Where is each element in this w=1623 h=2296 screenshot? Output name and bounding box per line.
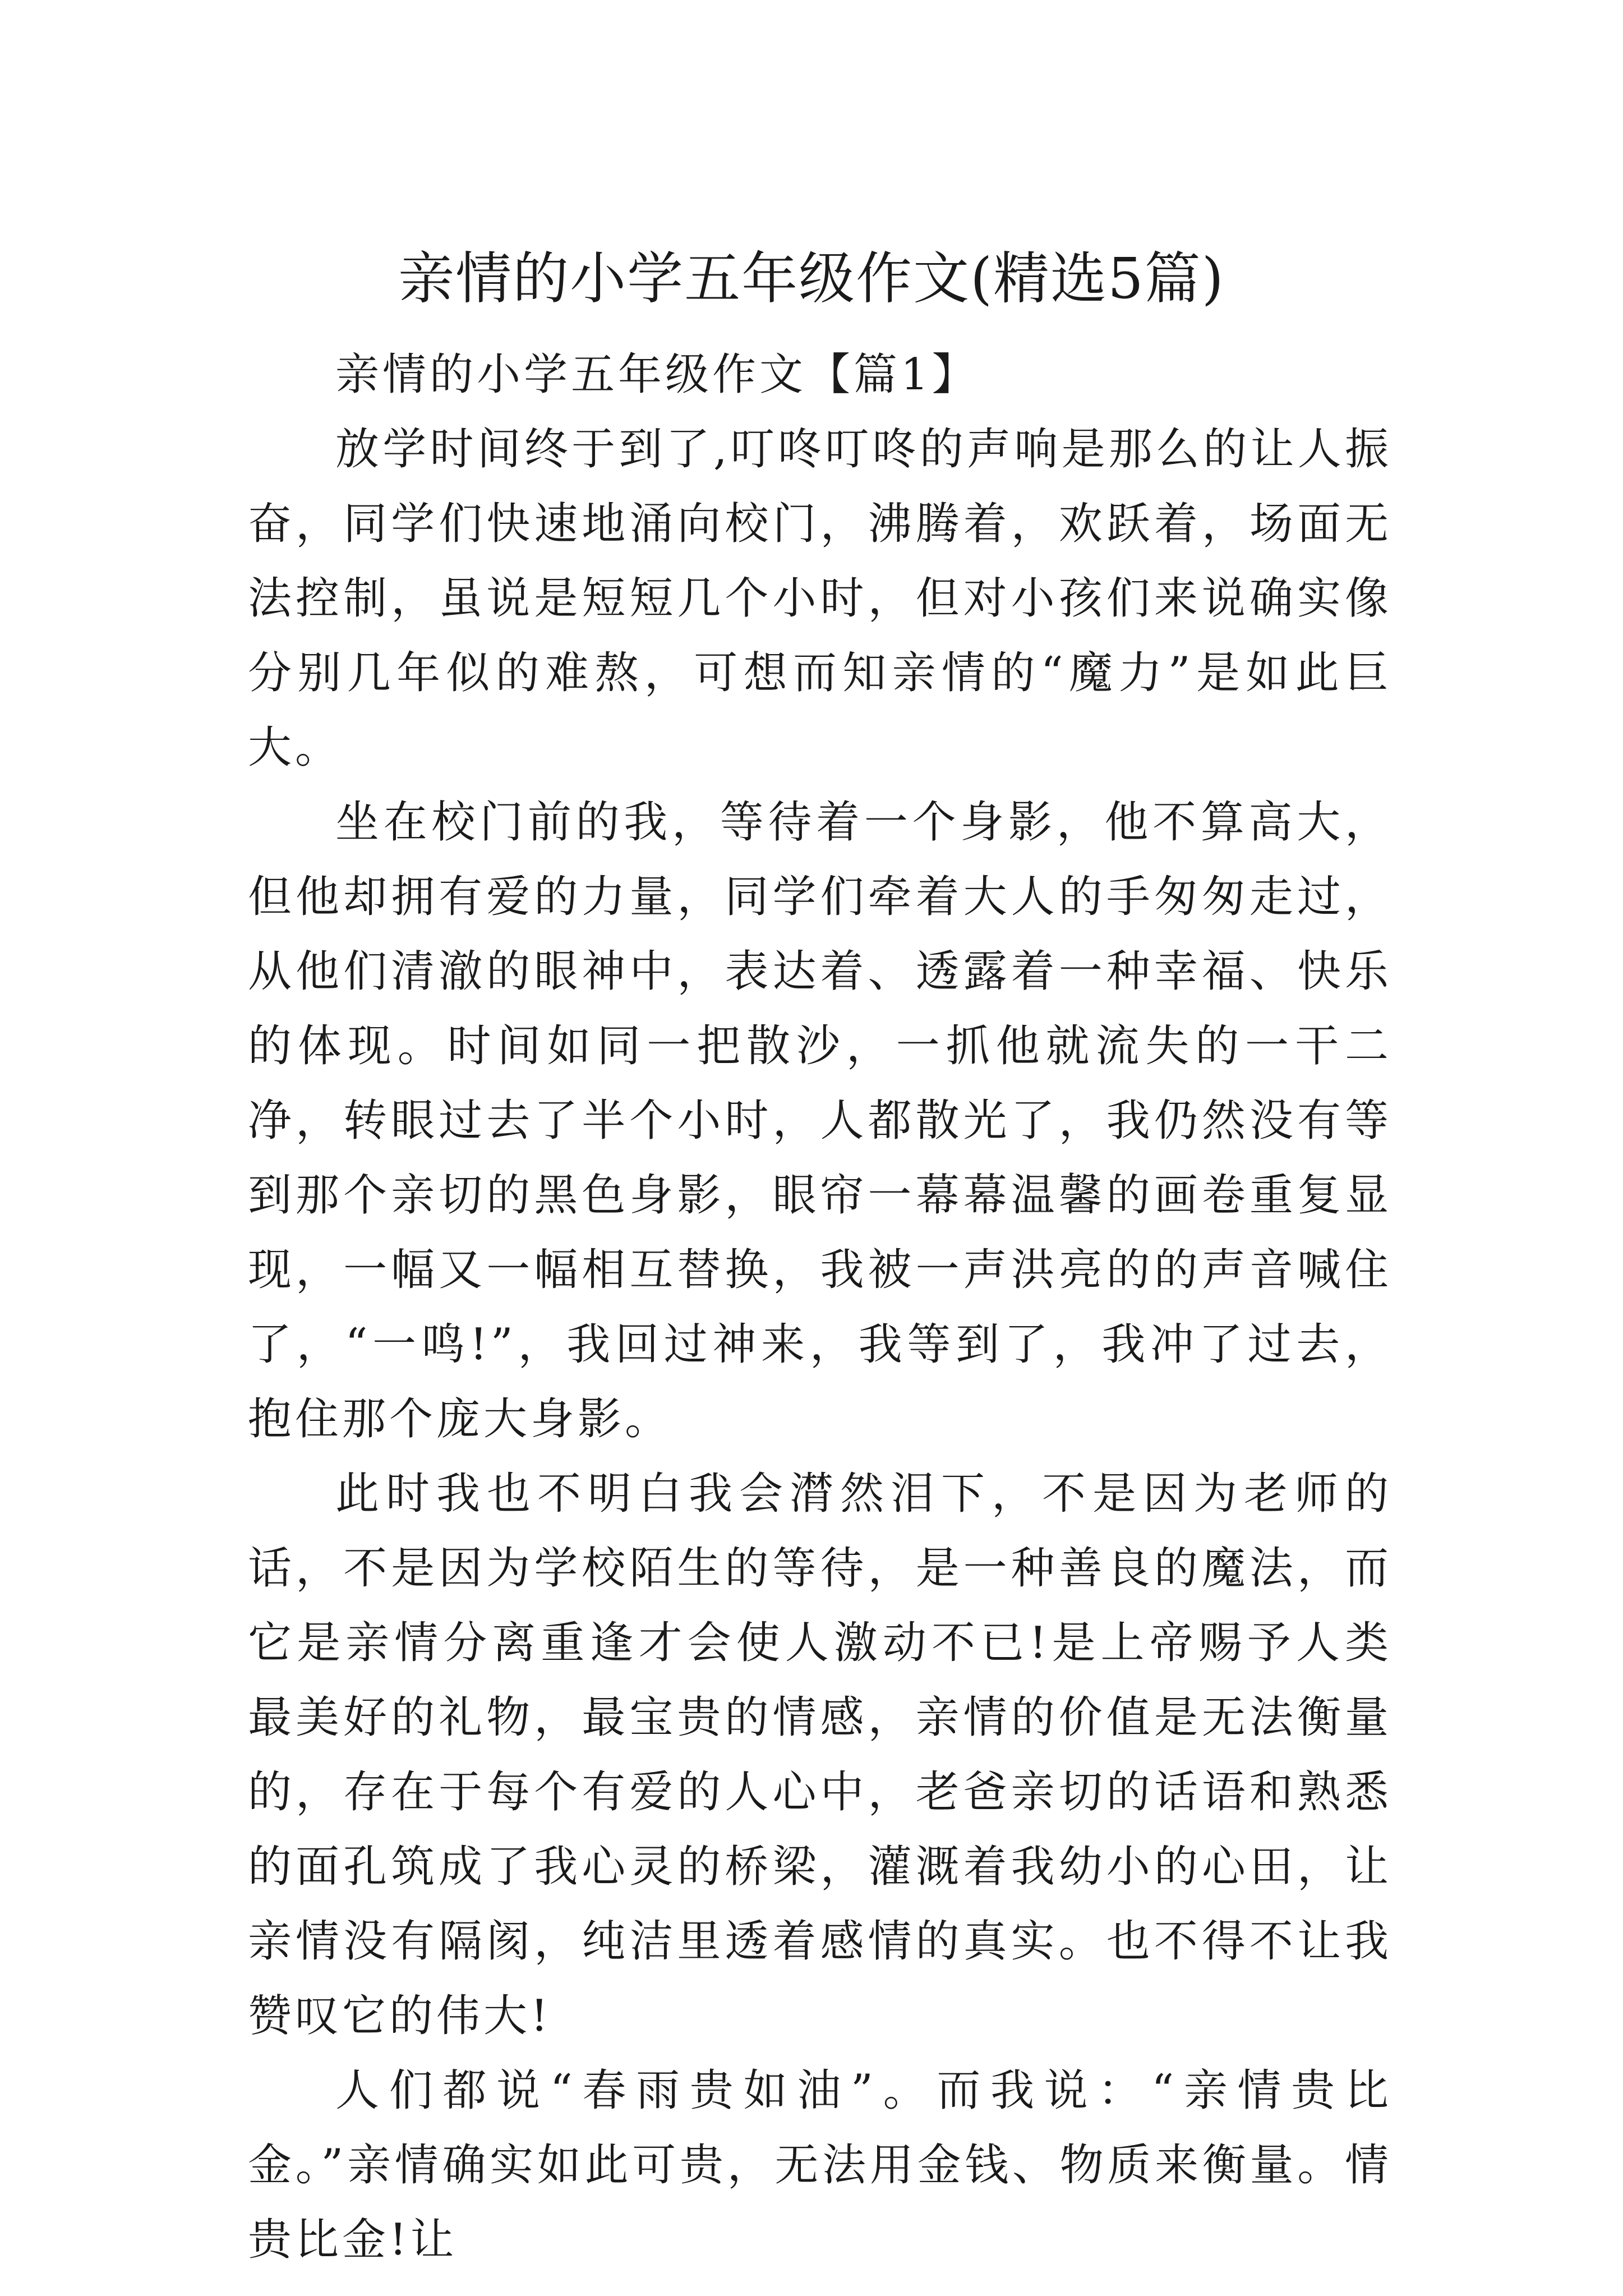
paragraph-4: 人们都说“春雨贵如油”。而我说：“亲情贵比金。”亲情确实如此可贵，无法用金钱、物质来衡量。情贵比金!让: [248, 2065, 1392, 2265]
document-title: 亲情的小学五年级作文(精选5篇): [398, 246, 1225, 311]
paragraph-2: 坐在校门前的我，等待着一个身影，他不算高大，但他却拥有爱的力量，同学们牵着大人的手匆匆走过，从他们清澈的眼神中，表达着、透露着一种幸福、快乐的体现。时间如同一把散沙，一抓他就流失的一干二净，转眼过去了半个小时，人都散光了，我仍然没有等到那个亲切的黑色身影，眼帘一幕幕温馨的画卷重复显现，一幅又一幅相互替换，我被一声洪亮的的声音喊住了，“一鸣!”，我回过神来，我等到了，我冲了过去，抱住那个庞大身影。: [248, 797, 1392, 1444]
paragraph-1: 放学时间终于到了,叮咚叮咚的声响是那么的让人振奋，同学们快速地涌向校门，沸腾着，欢跃着，场面无法控制，虽说是短短几个小时，但对小孩们来说确实像分别几年似的难熬，可想而知亲情的“魔力”是如此巨大。: [248, 424, 1392, 773]
section-heading: 亲情的小学五年级作文【篇1】: [335, 349, 979, 400]
document-body: [248, 338, 1392, 2277]
paragraph-3: 此时我也不明白我会潸然泪下，不是因为老师的话，不是因为学校陌生的等待，是一种善良的魔法，而它是亲情分离重逢才会使人激动不已!是上帝赐予人类最美好的礼物，最宝贵的情感，亲情的价值是无法衡量的，存在于每个有爱的人心中，老爸亲切的话语和熟悉的面孔筑成了我心灵的桥梁，灌溉着我幼小的心田，让亲情没有隔阂，纯洁里透着感情的真实。也不得不让我赞叹它的伟大!: [248, 1469, 1392, 2041]
